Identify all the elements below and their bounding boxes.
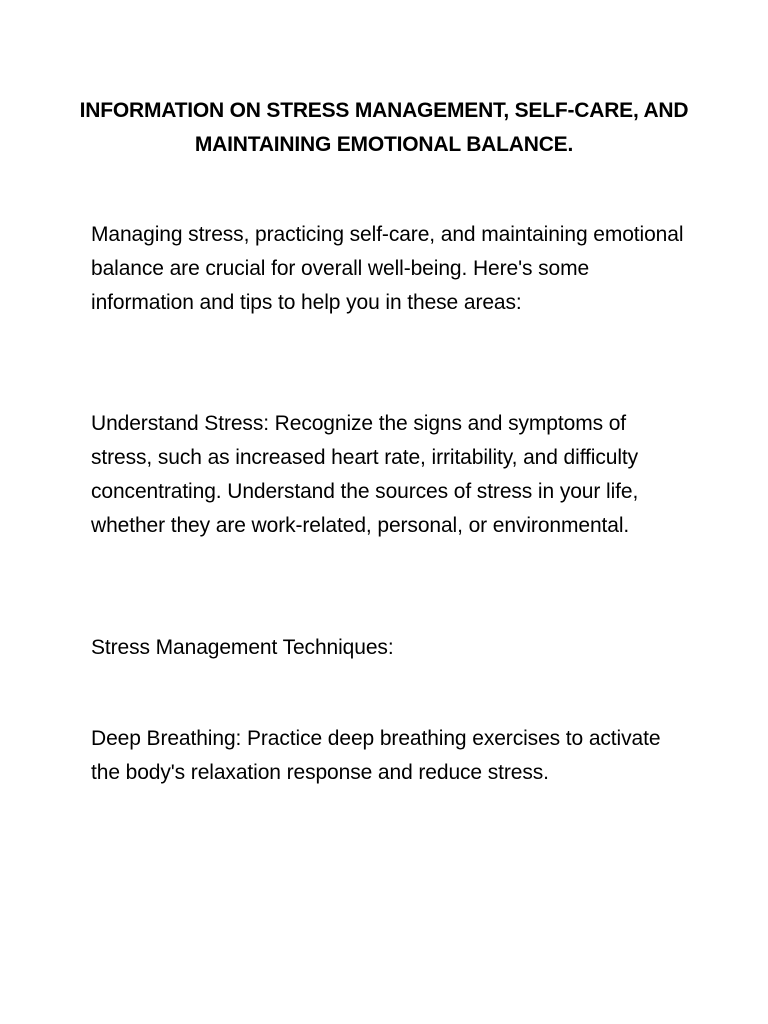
deep-breathing-paragraph: Deep Breathing: Practice deep breathing exercises to activate the body's relaxation response and reduce stress. bbox=[91, 727, 661, 784]
intro-paragraph: Managing stress, practicing self-care, and maintaining emotional balance are crucial for overall well-being. Here's some information and tips to help you in these areas: bbox=[91, 223, 684, 314]
techniques-heading-paragraph: Stress Management Techniques: bbox=[91, 636, 394, 659]
understand-stress-paragraph: Understand Stress: Recognize the signs and symptoms of stress, such as increased heart rate, irritability, and difficulty concentrating. Understand the sources of stress in your life, whether they are work-related, personal, or environmental. bbox=[91, 412, 639, 537]
document-title: INFORMATION ON STRESS MANAGEMENT, SELF-CARE, AND MAINTAINING EMOTIONAL BALANCE. bbox=[79, 99, 689, 156]
